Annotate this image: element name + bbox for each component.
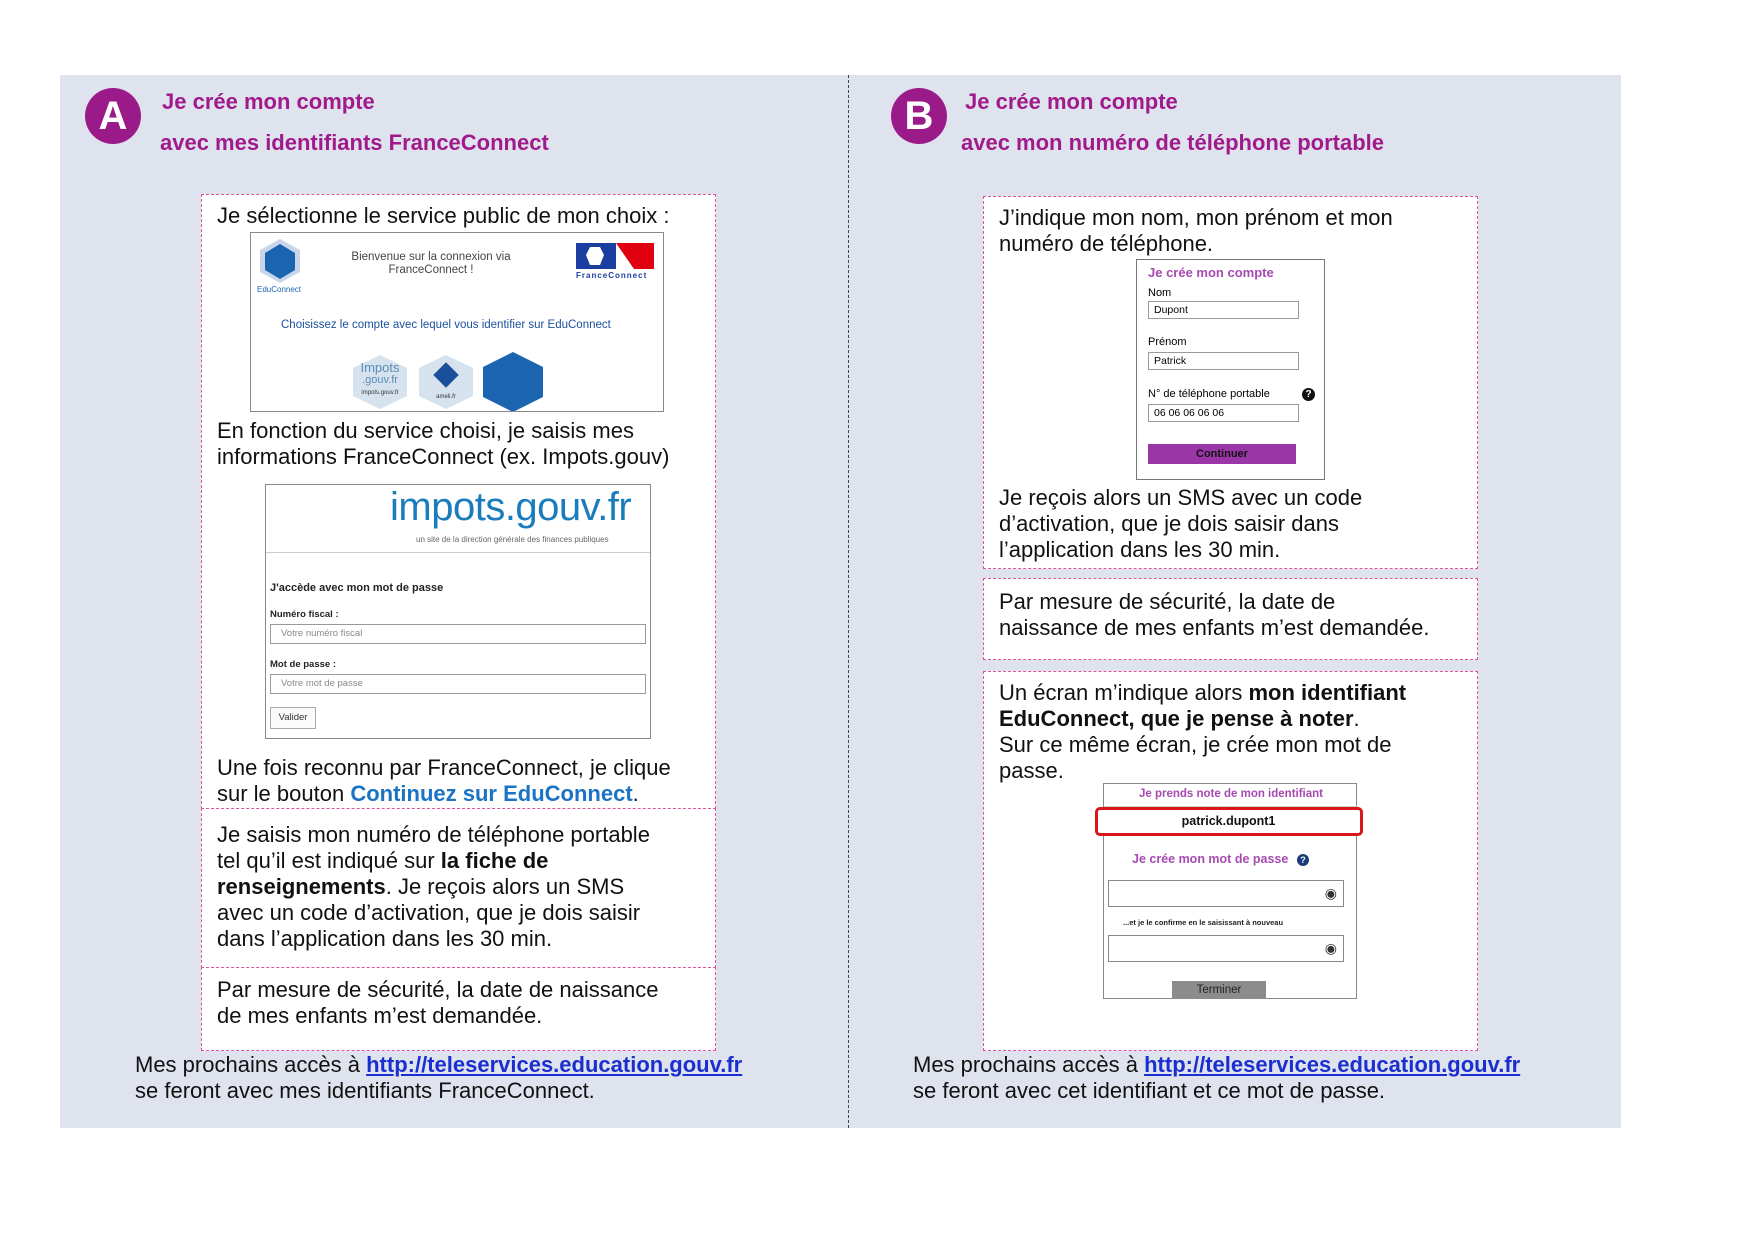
continuer-button[interactable]: Continuer xyxy=(1148,444,1296,464)
section-a-step3-line2 xyxy=(217,781,639,808)
fc-welcome-text: Bienvenue sur la connexion via FranceConnect ! xyxy=(351,251,511,276)
section-b-step2-line1: Je reçois alors un SMS avec un code xyxy=(999,485,1363,510)
ameli-tile-icon xyxy=(417,354,475,410)
section-a-step4-line1: Je saisis mon numéro de téléphone portable xyxy=(217,822,650,847)
educonnect-logo-icon xyxy=(257,237,303,285)
section-b-step4-line2-bold: EduConnect, que je pense à noter xyxy=(999,706,1354,731)
nom-input[interactable]: Dupont xyxy=(1148,301,1299,319)
section-a-step2-line1: En fonction du service choisi, je saisis mes xyxy=(217,418,634,443)
column-divider xyxy=(848,75,849,1128)
phone-input[interactable]: 06 06 06 06 06 xyxy=(1148,404,1299,422)
section-a-step3-suffix: . xyxy=(632,781,639,806)
section-a-step4-line2-bold: la fiche de xyxy=(440,848,549,873)
confirm-password-text: ...et je le confirme en le saisissant à nouveau xyxy=(1123,918,1284,927)
section-a-footer-prefix: Mes prochains accès à xyxy=(135,1052,367,1077)
create-password-title: Je crée mon mot de passe xyxy=(1132,852,1289,866)
section-b-step4-line1-bold: mon identifiant xyxy=(1248,680,1407,705)
section-b-footer-line1 xyxy=(913,1052,1520,1079)
password-label: Mot de passe : xyxy=(270,659,336,670)
account-form-screenshot xyxy=(1136,259,1325,480)
section-a-title-line2: avec mes identifiants FranceConnect xyxy=(160,130,549,155)
section-a-step2-line2: informations FranceConnect (ex. Impots.gouv) xyxy=(217,444,670,469)
section-b-title-line2: avec mon numéro de téléphone portable xyxy=(961,130,1384,155)
section-b-footer-prefix: Mes prochains accès à xyxy=(913,1052,1145,1077)
ameli-tile-button[interactable] xyxy=(417,354,475,410)
section-b-title-line1: Je crée mon compte xyxy=(965,89,1178,114)
section-a-badge: A xyxy=(85,88,141,144)
section-a-step5-line1: Par mesure de sécurité, la date de naissance xyxy=(217,977,659,1002)
identifier-value: patrick.dupont1 xyxy=(1181,814,1276,828)
section-b-step4-line3: Sur ce même écran, je crée mon mot de xyxy=(999,732,1392,757)
section-a-step4-line2 xyxy=(217,848,548,875)
impots-validate-button[interactable]: Valider xyxy=(270,707,316,729)
section-a-step3-prefix: sur le bouton xyxy=(217,781,351,806)
nom-label: Nom xyxy=(1148,287,1172,299)
phone-label: N° de téléphone portable xyxy=(1148,388,1270,400)
section-a-title-line1: Je crée mon compte xyxy=(162,89,375,114)
show-password-eye-icon[interactable]: ◉ xyxy=(1324,885,1337,901)
impots-tile-line1: Impots xyxy=(360,360,400,375)
prenom-input[interactable]: Patrick xyxy=(1148,352,1299,370)
section-b-teleservices-link[interactable]: http://teleservices.education.gouv.fr xyxy=(1144,1052,1521,1077)
password-help-icon[interactable]: ? xyxy=(1297,854,1309,866)
section-b-step4-line1 xyxy=(999,680,1406,707)
section-a-step4-line4: avec un code d’activation, que je dois saisir xyxy=(217,900,641,925)
section-b-step1-line2: numéro de téléphone. xyxy=(999,231,1214,256)
impots-tile-line2: .gouv.fr xyxy=(362,374,398,386)
section-b-footer-line2: se feront avec cet identifiant et ce mot de passe. xyxy=(913,1078,1386,1103)
identifier-highlight-box xyxy=(1095,807,1363,836)
section-b-step2-line2: d’activation, que je dois saisir dans xyxy=(999,511,1339,536)
section-a-step4-line3-suffix: . Je reçois alors un SMS xyxy=(385,874,625,899)
impots-form-heading: J'accède avec mon mot de passe xyxy=(270,582,444,594)
impots-tagline: un site de la direction générale des finances publiques xyxy=(416,535,609,544)
section-b-step3-line2: naissance de mes enfants m’est demandée. xyxy=(999,615,1430,640)
impots-password-input[interactable]: Votre mot de passe xyxy=(270,674,646,694)
section-b-step1-line1: J’indique mon nom, mon prénom et mon xyxy=(999,205,1393,230)
section-a-footer-line1 xyxy=(135,1052,742,1079)
fc-brand-label: FranceConnect xyxy=(576,271,648,280)
section-a-footer-line2: se feront avec mes identifiants FranceConnect. xyxy=(135,1078,595,1103)
confirm-password-input[interactable] xyxy=(1108,935,1344,962)
impots-brand-logo: impots.gouv.fr xyxy=(390,485,632,529)
section-b-step4-line2-suffix: . xyxy=(1353,706,1360,731)
educonnect-logo-label: EduConnect xyxy=(257,285,302,294)
section-b-step4-line4: passe. xyxy=(999,758,1064,783)
section-a-step1-text: Je sélectionne le service public de mon choix : xyxy=(217,203,670,228)
section-a-step3-line1: Une fois reconnu par FranceConnect, je clique xyxy=(217,755,671,780)
account-form-title: Je crée mon compte xyxy=(1148,265,1274,280)
section-b-step4-line1-prefix: Un écran m’indique alors xyxy=(999,680,1249,705)
note-identifier-title: Je prends note de mon identifiant xyxy=(1138,788,1324,800)
section-a-step4-line2-prefix: tel qu’il est indiqué sur xyxy=(217,848,441,873)
continue-educonnect-button-label: Continuez sur EduConnect xyxy=(350,781,633,806)
help-icon[interactable]: ? xyxy=(1302,388,1315,401)
fiscal-number-input[interactable]: Votre numéro fiscal xyxy=(270,624,646,644)
prenom-label: Prénom xyxy=(1148,336,1187,348)
ameli-tile-caption: ameli.fr xyxy=(436,394,456,400)
new-password-input[interactable] xyxy=(1108,880,1344,907)
impots-tile-button[interactable] xyxy=(351,354,409,410)
terminer-button[interactable]: Terminer xyxy=(1172,981,1266,999)
section-a-step5-line2: de mes enfants m’est demandée. xyxy=(217,1003,543,1028)
section-a-step4-line3 xyxy=(217,874,624,901)
franceconnect-screenshot xyxy=(250,232,664,412)
section-b-badge: B xyxy=(891,88,947,144)
section-a-step4-line5: dans l’application dans les 30 min. xyxy=(217,926,553,951)
section-a-teleservices-link[interactable]: http://teleservices.education.gouv.fr xyxy=(366,1052,743,1077)
franceconnect-logo-icon xyxy=(576,243,654,269)
section-b-step4-line2 xyxy=(999,706,1360,733)
section-b-step2-line3: l’application dans les 30 min. xyxy=(999,537,1281,562)
impots-login-screenshot xyxy=(265,484,651,739)
section-b-step3-line1: Par mesure de sécurité, la date de xyxy=(999,589,1336,614)
fc-choose-text: Choisissez le compte avec lequel vous identifier sur EduConnect xyxy=(281,319,611,331)
fiscal-number-label: Numéro fiscal : xyxy=(270,609,339,620)
section-a-step4-line3-bold: renseignements xyxy=(217,874,386,899)
show-confirm-eye-icon[interactable]: ◉ xyxy=(1324,940,1337,956)
educonnect-tile-icon[interactable] xyxy=(481,351,545,412)
impots-header-divider xyxy=(266,552,651,553)
impots-tile-caption: impots.gouv.fr xyxy=(361,390,399,396)
